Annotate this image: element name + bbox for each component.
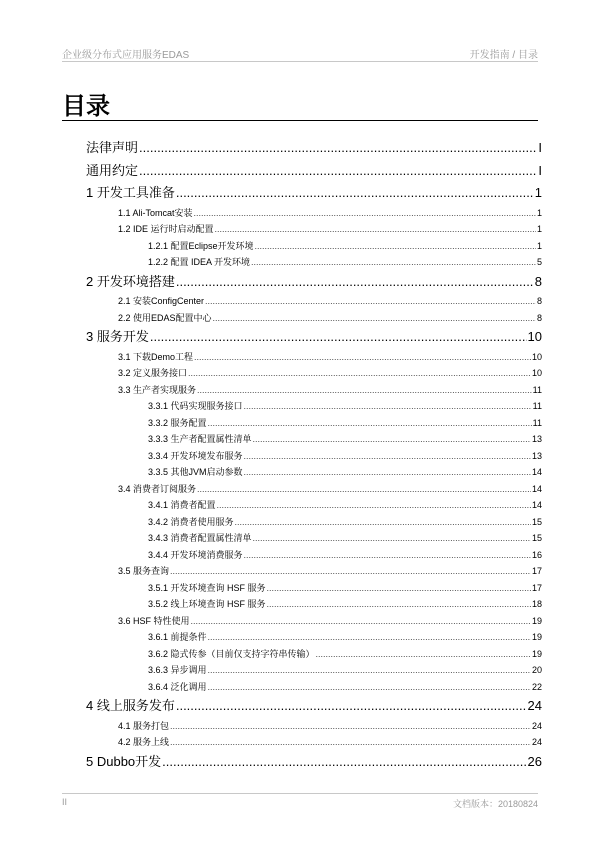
toc-entry-label: 1.2 IDE 运行时启动配置 — [118, 224, 214, 234]
toc-entry[interactable] — [86, 254, 542, 271]
toc-entry-page: 18 — [531, 599, 542, 609]
toc-entry[interactable] — [86, 271, 542, 294]
toc-entry-label: 1.2.1 配置Eclipse开发环境 — [148, 240, 254, 251]
toc-leader-dots — [217, 497, 531, 514]
toc-entry[interactable] — [86, 596, 542, 613]
toc-entry[interactable] — [86, 160, 542, 183]
toc-entry[interactable] — [86, 718, 542, 735]
doc-version: 文档版本：20180824 — [452, 799, 538, 809]
toc-entry-label: 2 开发环境搭建 — [86, 273, 175, 289]
toc-entry-label: 3.6.4 泛化调用 — [148, 681, 207, 692]
toc-leader-dots — [191, 613, 531, 630]
toc-entry-page: 17 — [531, 582, 542, 593]
toc-entry-page: 13 — [531, 450, 542, 461]
toc-leader-dots — [253, 431, 531, 448]
toc-entry-label: 3.4.1 消费者配置 — [148, 500, 216, 510]
toc-leader-dots — [267, 580, 531, 597]
toc-entry-label: 3.3.2 服务配置 — [148, 417, 207, 428]
toc-entry[interactable] — [86, 613, 542, 630]
toc-entry-label: 法律声明 — [86, 140, 139, 155]
toc-entry[interactable] — [86, 221, 542, 238]
toc-entry[interactable] — [86, 365, 542, 382]
toc-leader-dots — [244, 448, 531, 465]
toc-leader-dots — [176, 271, 534, 294]
toc-leader-dots — [316, 646, 531, 663]
toc-entry-label: 3.3.5 其他JVM启动参数 — [148, 467, 243, 477]
toc-entry[interactable] — [86, 431, 542, 448]
footer-divider — [62, 793, 538, 794]
toc-entry-page: 8 — [536, 312, 542, 323]
toc-leader-dots — [176, 182, 534, 205]
toc-entry-label: 通用约定 — [86, 162, 139, 178]
toc-entry-label: 4 线上服务发布 — [86, 698, 175, 713]
page-footer — [62, 797, 538, 810]
toc-entry-page: 16 — [531, 549, 542, 560]
toc-leader-dots — [213, 310, 536, 327]
toc-leader-dots — [253, 530, 531, 547]
toc-entry-page: 11 — [532, 417, 542, 428]
toc-leader-dots — [208, 679, 531, 696]
page-number: II — [62, 797, 68, 807]
toc-entry-label: 3.6.1 前提条件 — [148, 632, 207, 642]
toc-entry-page: 1 — [534, 185, 542, 200]
toc-leader-dots — [197, 382, 532, 399]
page-header — [62, 46, 538, 61]
toc-entry-page: 14 — [531, 467, 542, 477]
toc-leader-dots — [255, 238, 536, 255]
toc-entry[interactable] — [86, 514, 542, 531]
toc-leader-dots — [205, 293, 536, 310]
toc-entry-page: 22 — [531, 681, 542, 692]
toc-entry-page: 5 — [536, 257, 542, 267]
toc-entry-page: 11 — [532, 384, 542, 395]
toc-entry-page: 24 — [531, 720, 542, 731]
toc-entry-label: 5 Dubbo开发 — [86, 753, 162, 769]
toc-entry-label: 3.3.3 生产者配置属性清单 — [148, 434, 252, 444]
toc-leader-dots — [208, 629, 531, 646]
toc-entry-page: 11 — [532, 401, 542, 411]
toc-entry-label: 4.2 服务上线 — [118, 737, 170, 747]
toc-entry[interactable] — [86, 382, 542, 399]
toc-leader-dots — [170, 734, 531, 751]
toc-leader-dots — [208, 662, 531, 679]
toc-entry[interactable] — [86, 530, 542, 547]
toc-entry-page: 10 — [531, 351, 542, 362]
toc-leader-dots — [170, 718, 531, 735]
toc-leader-dots — [194, 205, 536, 222]
toc-leader-dots — [188, 365, 531, 382]
toc-entry-page: 14 — [531, 500, 542, 510]
toc-leader-dots — [244, 398, 532, 415]
toc-entry[interactable] — [86, 398, 542, 415]
toc-entry[interactable] — [86, 646, 542, 663]
toc-leader-dots — [176, 695, 527, 718]
toc-leader-dots — [235, 514, 531, 531]
toc-entry[interactable] — [86, 629, 542, 646]
toc-entry-label: 3.6 HSF 特性使用 — [118, 615, 190, 626]
toc-entry-page: 8 — [534, 273, 542, 289]
toc-entry-page: 19 — [531, 632, 542, 642]
header-section: 开发指南 / 目录 — [469, 50, 538, 61]
toc-entry-page: 10 — [527, 329, 542, 344]
toc-entry-page: 20 — [531, 665, 542, 675]
toc-entry-label: 1.2.2 配置 IDEA 开发环境 — [148, 257, 251, 267]
toc-entry-page: 15 — [531, 516, 542, 527]
toc-entry[interactable] — [86, 464, 542, 481]
toc-entry-label: 3.5.1 开发环境查询 HSF 服务 — [148, 582, 266, 593]
toc-entry[interactable] — [86, 326, 542, 349]
toc-entry[interactable] — [86, 497, 542, 514]
toc-entry[interactable] — [86, 182, 542, 205]
toc-leader-dots — [251, 254, 536, 271]
toc-entry-page: 24 — [531, 737, 542, 747]
toc-entry-label: 3.3.4 开发环境发布服务 — [148, 450, 243, 461]
toc-entry[interactable] — [86, 547, 542, 564]
toc-entry-page: 13 — [531, 434, 542, 444]
toc-entry[interactable] — [86, 349, 542, 366]
toc-entry-page: 19 — [531, 648, 542, 659]
header-divider — [62, 61, 538, 62]
toc-entry[interactable] — [86, 310, 542, 327]
toc-entry-label: 3.5.2 线上环境查询 HSF 服务 — [148, 599, 266, 609]
toc-leader-dots — [150, 326, 527, 349]
toc-entry-label: 3.6.2 隐式传参（目前仅支持字符串传输） — [148, 648, 315, 659]
toc-entry[interactable] — [86, 751, 542, 774]
toc-entry[interactable] — [86, 734, 542, 751]
toc-entry-page: 8 — [536, 296, 542, 306]
toc-leader-dots — [215, 221, 536, 238]
toc-leader-dots — [197, 481, 531, 498]
toc-leader-dots — [208, 415, 532, 432]
toc-entry[interactable] — [86, 695, 542, 718]
toc-entry-label: 3.1 下载Demo工程 — [118, 351, 194, 362]
toc-leader-dots — [139, 160, 537, 183]
toc-entry-label: 3.4.4 开发环境消费服务 — [148, 549, 243, 560]
toc-entry-page: I — [538, 140, 542, 155]
toc-entry-page: 1 — [536, 224, 542, 234]
toc-entry-label: 3 服务开发 — [86, 329, 149, 344]
toc-entry[interactable] — [86, 580, 542, 597]
toc-entry-label: 3.3.1 代码实现服务接口 — [148, 401, 243, 411]
toc-entry[interactable] — [86, 137, 542, 160]
toc-entry-label: 2.1 安装ConfigCenter — [118, 296, 205, 306]
table-of-contents — [86, 137, 542, 773]
toc-entry[interactable] — [86, 679, 542, 696]
toc-entry[interactable] — [86, 448, 542, 465]
toc-leader-dots — [244, 464, 531, 481]
toc-entry[interactable] — [86, 293, 542, 310]
toc-entry-page: I — [538, 162, 542, 178]
page-title: 目录 — [62, 93, 110, 120]
toc-entry[interactable] — [86, 415, 542, 432]
header-doc-title: 企业级分布式应用服务EDAS — [62, 50, 190, 61]
toc-entry-label: 1 开发工具准备 — [86, 185, 175, 200]
toc-entry-page: 1 — [536, 240, 542, 251]
toc-entry[interactable] — [86, 662, 542, 679]
toc-leader-dots — [194, 349, 531, 366]
toc-entry-page: 24 — [527, 698, 542, 713]
toc-entry-label: 3.4 消费者订阅服务 — [118, 483, 197, 494]
toc-entry[interactable] — [86, 205, 542, 222]
toc-leader-dots — [162, 751, 526, 774]
toc-entry-label: 3.5 服务查询 — [118, 566, 170, 576]
toc-entry-label: 3.3 生产者实现服务 — [118, 384, 197, 395]
toc-entry-label: 3.4.2 消费者使用服务 — [148, 516, 234, 527]
toc-entry-page: 1 — [536, 207, 542, 218]
toc-entry-page: 19 — [531, 615, 542, 626]
toc-entry-label: 2.2 使用EDAS配置中心 — [118, 312, 212, 323]
toc-entry[interactable] — [86, 481, 542, 498]
toc-entry-page: 15 — [531, 533, 542, 543]
toc-entry[interactable] — [86, 563, 542, 580]
toc-entry-label: 1.1 Ali-Tomcat安装 — [118, 207, 193, 218]
toc-entry-page: 17 — [531, 566, 542, 576]
toc-entry-label: 3.6.3 异步调用 — [148, 665, 207, 675]
toc-leader-dots — [244, 547, 531, 564]
toc-leader-dots — [139, 137, 537, 160]
toc-entry-page: 10 — [531, 368, 542, 378]
toc-entry-label: 3.4.3 消费者配置属性清单 — [148, 533, 252, 543]
toc-leader-dots — [267, 596, 531, 613]
toc-entry-page: 26 — [527, 753, 542, 769]
toc-entry-label: 3.2 定义服务接口 — [118, 368, 188, 378]
title-divider — [62, 120, 538, 121]
toc-entry-page: 14 — [531, 483, 542, 494]
toc-entry-label: 4.1 服务打包 — [118, 720, 170, 731]
toc-leader-dots — [170, 563, 531, 580]
toc-entry[interactable] — [86, 238, 542, 255]
